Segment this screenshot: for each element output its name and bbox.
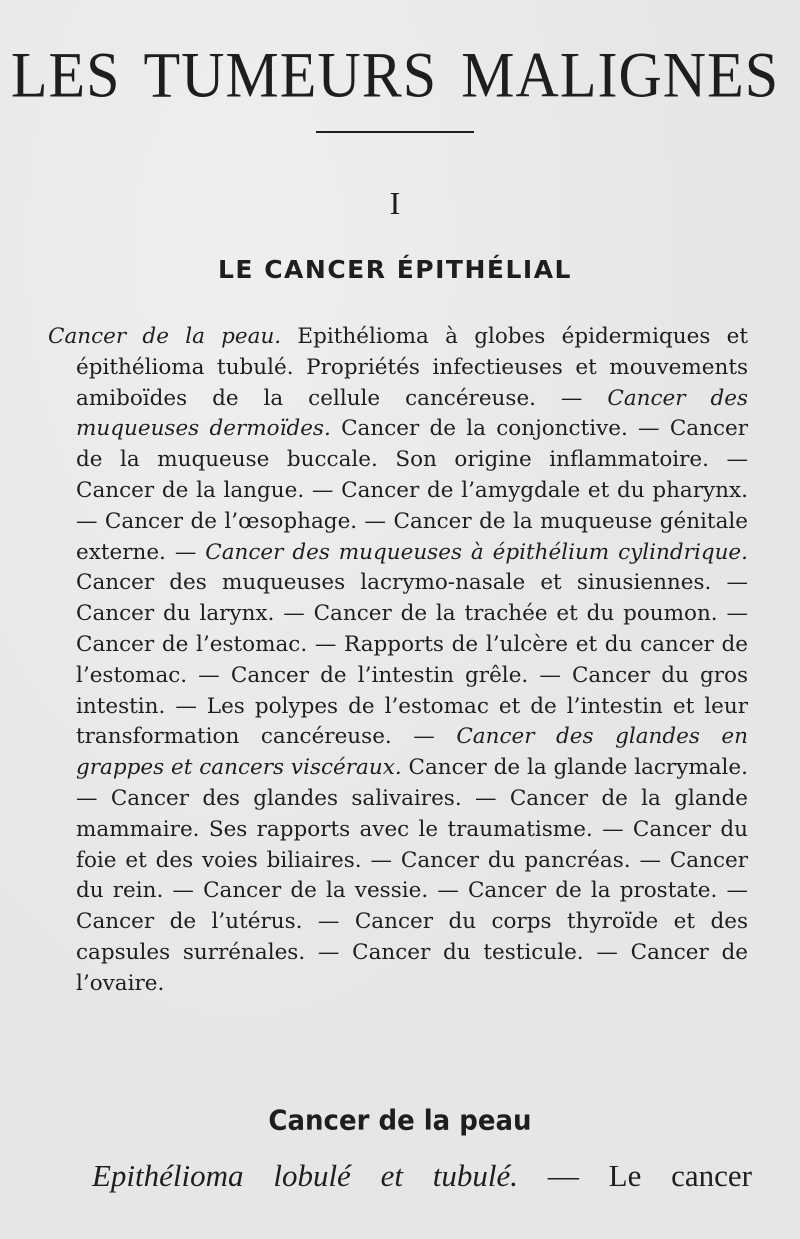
body-paragraph-start	[92, 1158, 752, 1194]
chapter-number: I	[389, 185, 401, 221]
summary-segment: Cancer de la glande lacrymale. — Cancer des glandes salivaires. — Cancer de la glande mammaire. Ses rapports avec le traumatisme. — Cancer du foie et des voies biliaires. — Cancer du pancréas. — Cancer du rein. — Cancer de la vessie. — Cancer de la prostate. — Cancer de l’utérus. — Cancer du corps thyroïde et des capsules surrénales. — Cancer du testicule. — Cancer de l’ovaire.	[76, 755, 748, 996]
summary-segment: Cancer des glandes en grappes et cancers viscéraux.	[76, 724, 748, 781]
summary-segment: Epithélioma à globes épidermiques et épithélioma tubulé. Propriétés infectieuses et mouvements amiboïdes de la cellule cancéreuse. —	[76, 324, 748, 411]
chapter-summary	[48, 322, 748, 1000]
body-italic-lead: Epithélioma lobulé et tubulé.	[92, 1158, 519, 1193]
summary-segment: Cancer des muqueuses dermoïdes.	[76, 385, 749, 442]
body-text: — Le cancer	[518, 1158, 752, 1193]
title-rule	[316, 131, 474, 133]
section-title: Cancer de la peau	[268, 1105, 532, 1137]
chapter-title: LE CANCER ÉPITHÉLIAL	[218, 255, 572, 284]
summary-segment: Cancer des muqueuses à épithélium cylindrique.	[205, 539, 748, 565]
summary-segment: Cancer de la conjonctive. — Cancer de la muqueuse buccale. Son origine inflammatoire. — Cancer de la langue. — Cancer de l’amygdale et du pharynx. — Cancer de l’œsophage. — Cancer de la muqueuse génitale externe. —	[76, 416, 748, 565]
running-title: LES TUMEURS MALIGNES	[10, 39, 780, 111]
summary-segment: Cancer des muqueuses lacrymo-nasale et sinusiennes. — Cancer du larynx. — Cancer de la trachée et du poumon. — Cancer de l’estomac. — Rapports de l’ulcère et du cancer de l’estomac. — Cancer de l’intestin grêle. — Cancer du gros intestin. — Les polypes de l’estomac et de l’intestin et leur transformation cancéreuse. —	[76, 570, 748, 750]
summary-segment: Cancer de la peau.	[48, 324, 282, 349]
